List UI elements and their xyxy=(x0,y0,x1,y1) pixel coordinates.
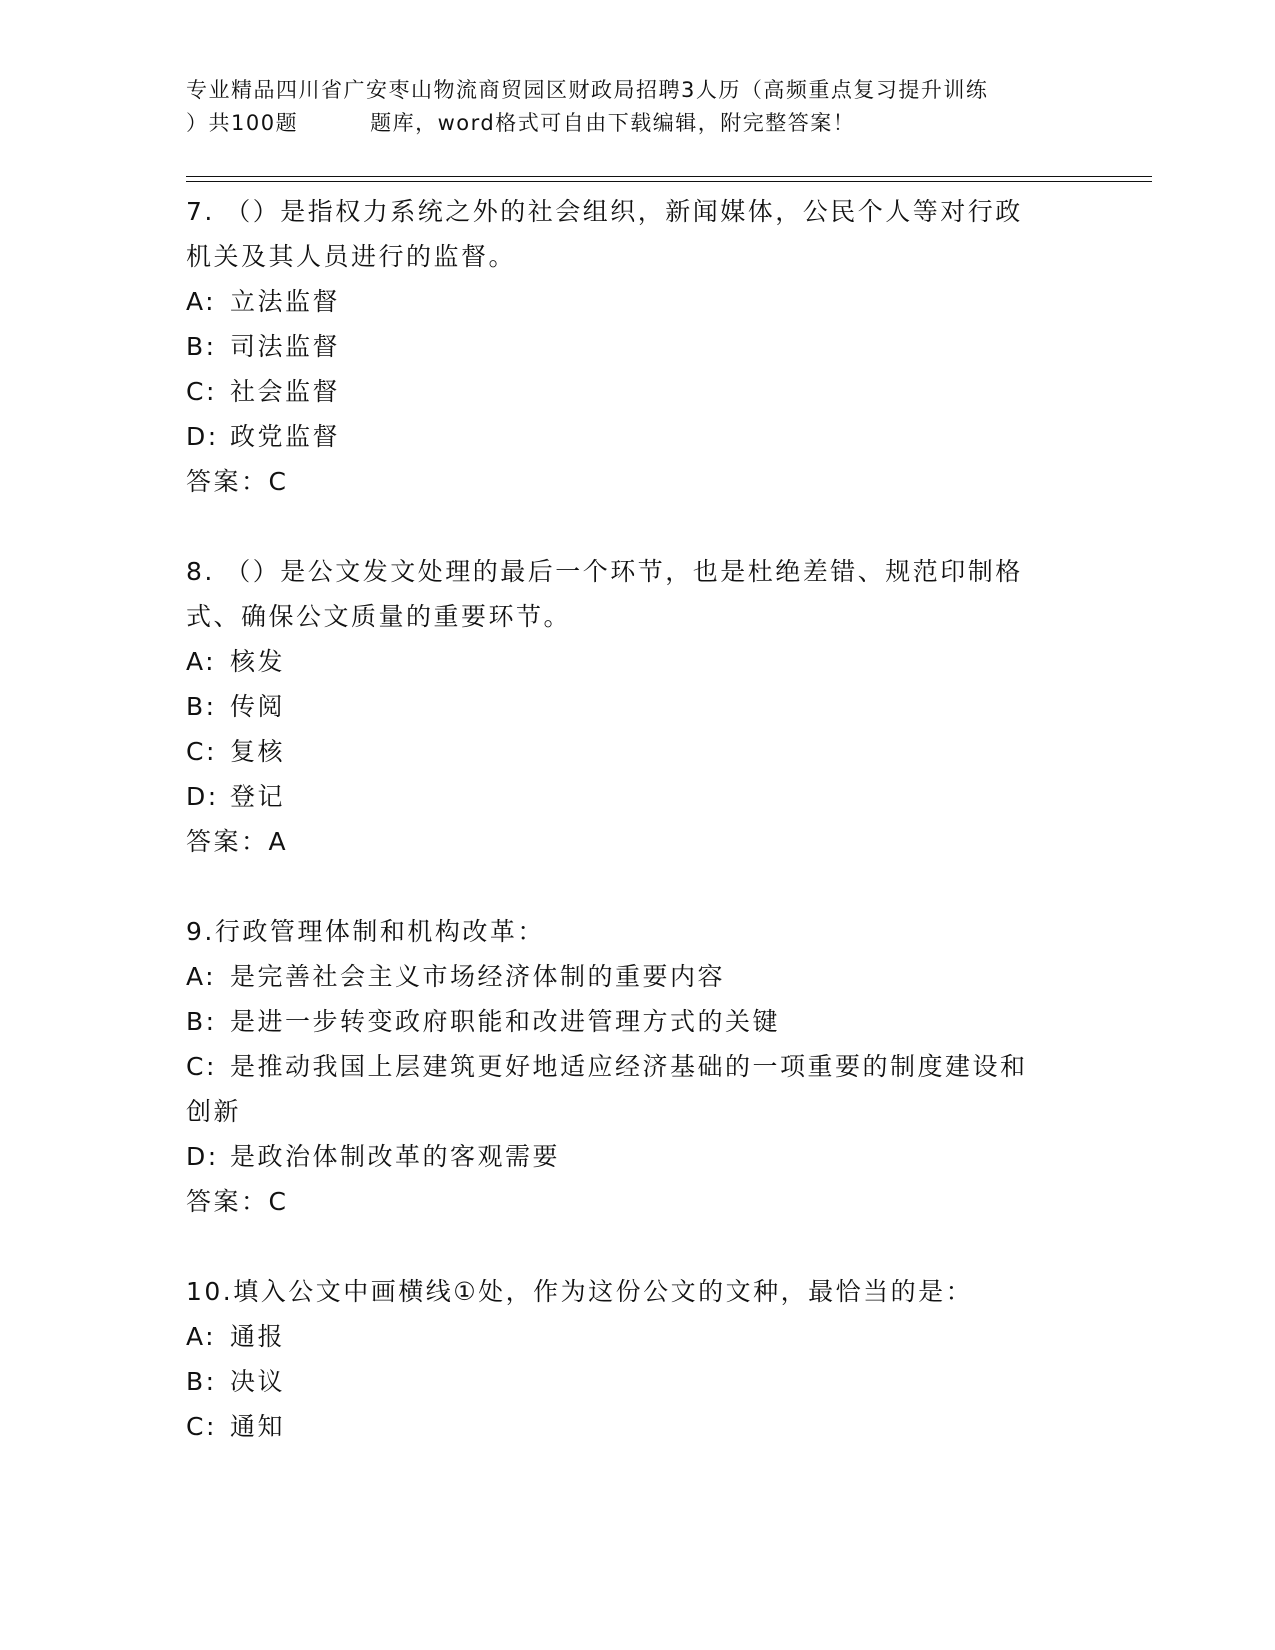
option-key: C: xyxy=(186,377,217,406)
option-text: 通知 xyxy=(230,1412,286,1441)
option-b xyxy=(186,684,1086,729)
option-text: 核发 xyxy=(230,647,286,676)
option-key: B: xyxy=(186,692,217,721)
question-stem-line: 机关及其人员进行的监督。 xyxy=(186,242,517,271)
option-d xyxy=(186,1134,1086,1179)
header-line-1: 专业精品四川省广安枣山物流商贸园区财政局招聘3人历（高频重点复习提升训练 xyxy=(186,78,989,102)
option-text: 立法监督 xyxy=(230,287,341,316)
option-key: C: xyxy=(186,737,217,766)
question-8 xyxy=(186,549,1086,864)
option-key: A: xyxy=(186,962,217,991)
option-b xyxy=(186,324,1086,369)
option-d xyxy=(186,414,1086,459)
option-c xyxy=(186,1044,1086,1089)
option-text: 创新 xyxy=(186,1097,242,1126)
document-header xyxy=(186,74,1086,140)
question-stem xyxy=(186,189,1086,279)
option-a xyxy=(186,1314,1086,1359)
answer-line: 答案：A xyxy=(186,827,289,856)
option-key: D: xyxy=(186,782,219,811)
question-stem-line: 式、确保公文质量的重要环节。 xyxy=(186,602,572,631)
option-text: 传阅 xyxy=(230,692,286,721)
header-line-2-part-a: ）共100题 xyxy=(186,111,299,135)
option-key: D: xyxy=(186,1142,219,1171)
option-text: 社会监督 xyxy=(230,377,341,406)
option-text: 决议 xyxy=(230,1367,286,1396)
option-a xyxy=(186,279,1086,324)
option-text: 通报 xyxy=(230,1322,286,1351)
option-text: 司法监督 xyxy=(230,332,341,361)
option-text: 政党监督 xyxy=(230,422,341,451)
option-b xyxy=(186,1359,1086,1404)
question-7 xyxy=(186,189,1086,504)
question-stem-line: 9.行政管理体制和机构改革： xyxy=(186,917,545,946)
option-b xyxy=(186,999,1086,1044)
question-9 xyxy=(186,909,1086,1224)
option-key: B: xyxy=(186,1007,217,1036)
question-stem xyxy=(186,549,1086,639)
option-c-continuation xyxy=(186,1089,1086,1134)
option-text: 是完善社会主义市场经济体制的重要内容 xyxy=(230,962,726,991)
header-line-2-part-b: 题库，word格式可自由下载编辑，附完整答案！ xyxy=(370,111,856,135)
option-key: A: xyxy=(186,287,217,316)
option-text: 是推动我国上层建筑更好地适应经济基础的一项重要的制度建设和 xyxy=(230,1052,1028,1081)
header-line-2 xyxy=(186,107,1086,140)
option-c xyxy=(186,369,1086,414)
option-key: A: xyxy=(186,1322,217,1351)
option-text: 登记 xyxy=(230,782,286,811)
question-stem-line: 7. （）是指权力系统之外的社会组织，新闻媒体，公民个人等对行政 xyxy=(186,197,1023,226)
option-text: 是政治体制改革的客观需要 xyxy=(230,1142,561,1171)
option-text: 复核 xyxy=(230,737,286,766)
option-d xyxy=(186,774,1086,819)
option-a xyxy=(186,639,1086,684)
option-text: 是进一步转变政府职能和改进管理方式的关键 xyxy=(230,1007,781,1036)
option-key: B: xyxy=(186,332,217,361)
question-10 xyxy=(186,1269,1086,1449)
answer-line: 答案：C xyxy=(186,467,289,496)
option-c xyxy=(186,729,1086,774)
option-key: B: xyxy=(186,1367,217,1396)
option-key: C: xyxy=(186,1052,217,1081)
question-stem-line: 8. （）是公文发文处理的最后一个环节，也是杜绝差错、规范印制格 xyxy=(186,557,1023,586)
question-list xyxy=(186,189,1086,1494)
option-key: C: xyxy=(186,1412,217,1441)
question-stem xyxy=(186,909,1086,954)
option-key: D: xyxy=(186,422,219,451)
header-divider-bottom xyxy=(186,181,1152,182)
header-divider-top xyxy=(186,176,1152,177)
question-stem xyxy=(186,1269,1086,1314)
option-c xyxy=(186,1404,1086,1449)
answer-line: 答案：C xyxy=(186,1187,289,1216)
option-key: A: xyxy=(186,647,217,676)
question-stem-line: 10.填入公文中画横线①处，作为这份公文的文种，最恰当的是： xyxy=(186,1277,974,1306)
option-a xyxy=(186,954,1086,999)
